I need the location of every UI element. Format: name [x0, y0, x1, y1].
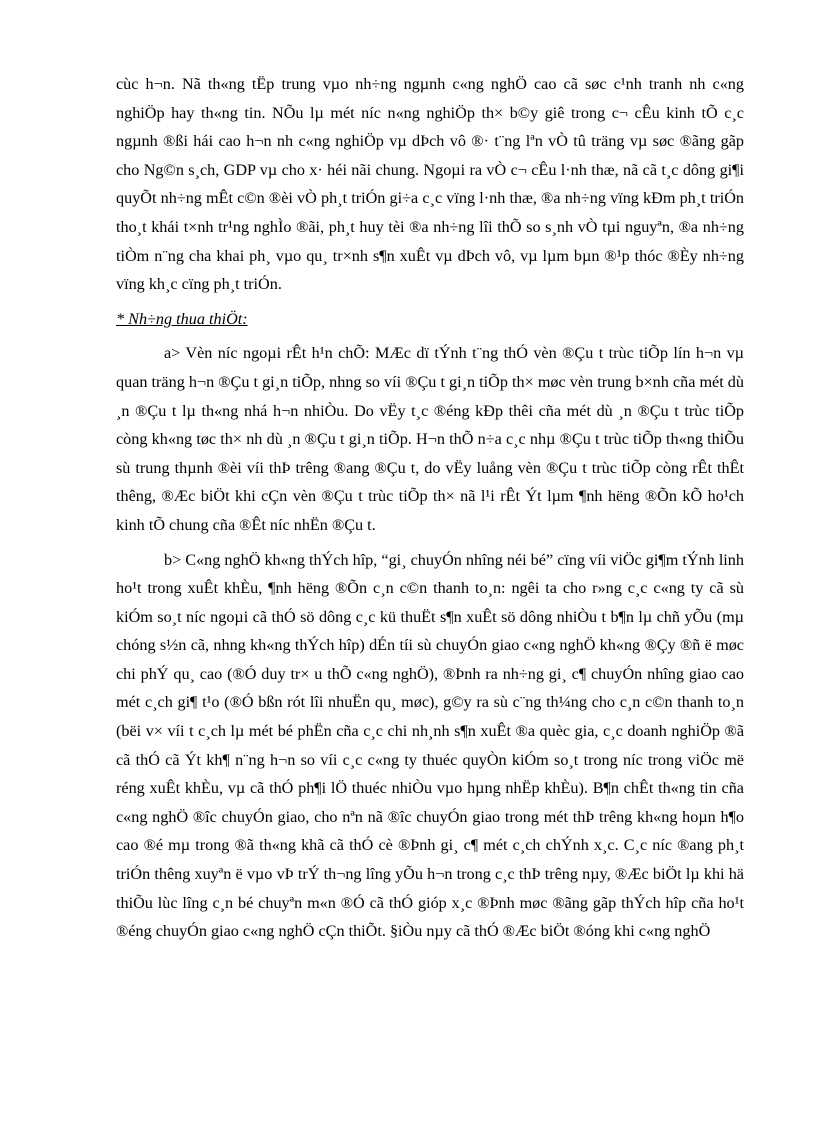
section-heading: * Nh÷ng thua thiÖt: [116, 309, 248, 328]
paragraph-body-1: cùc h¬n. Nã th«ng tËp trung vµo nh÷ng ngµnh c«ng nghÖ cao cã søc c¹nh tranh nh c«ng nghiÖp hay th«ng tin. NÕu lµ mét níc n«ng nghiÖp th× b©y giê trong c¬ cÊu kinh tÕ c¸c ngµnh ®ßi hái cao h¬n nh c«ng nghiÖp vµ dÞch vô ®· t¨ng lªn vÒ tû träng vµ søc ®ãng gãp cho Ng©n s¸ch, GDP vµ cho x· héi nãi chung. Ngoµi ra vÒ c¬ cÊu l·nh thæ, nã cã t¸c dông gi¶i quyÕt nh÷ng mÊt c©n ®èi vÒ ph¸t triÓn gi÷a c¸c vïng l·nh thæ, ®a nh÷ng vïng kÐm ph¸t triÓn tho¸t khái t×nh tr¹ng nghÌo ®ãi, ph¸t huy tèi ®a nh÷ng lîi thÕ so s¸nh vÒ tµi nguyªn, ®a nh÷ng tiÒm n¨ng cha khai ph¸ vµo qu¸ tr×nh s¶n xuÊt vµ dÞch vô, vµ lµm bµn ®¹p thóc ®Èy nh÷ng vïng kh¸c cïng ph¸t triÓn. [116, 75, 744, 294]
paragraph-body-3: b> C«ng nghÖ kh«ng thÝch hîp, “gi¸ chuyÓn nhîng néi bé” cïng víi viÖc gi¶m tÝnh linh ho¹t trong xuÊt khÈu, ¶nh hëng ®Õn c¸n c©n thanh to¸n: ngêi ta cho r»ng c¸c c«ng ty cã sù kiÓm so¸t níc ngoµi cã thÓ sö dông c¸c kü thuËt s¶n xuÊt sö dông nhiÒu t b¶n lµ chñ yÕu (mµ chóng s½n cã, nhng kh«ng thÝch hîp) dÉn tíi sù chuyÓn giao c«ng nghÖ kh«ng ®Çy ®ñ ë møc chi phÝ qu¸ cao (®Ó duy tr× u thÕ c«ng nghÖ), ®Þnh ra nh÷ng gi¸ c¶ chuyÓn nhîng giao cao mét c¸ch gi¶ t¹o (®Ó bßn rót lîi nhuËn qu¸ møc), g©y ra sù c¨ng th¼ng cho c¸n c©n thanh to¸n (bëi v× víi t c¸ch lµ mét bé phËn cña c¸c chi nh¸nh s¶n xuÊt ®a quèc gia, c¸c doanh nghiÖp ®ã cã thÓ cã Ýt kh¶ n¨ng h¬n so víi c¸c c«ng ty thuéc quyÒn kiÓm so¸t trong níc trong viÖc më réng xuÊt khÈu, vµ cã thÓ ph¶i lÖ thuéc nhiÒu vµo hµng nhËp khÈu). B¶n chÊt th«ng tin cña c«ng nghÖ ®îc chuyÓn giao, cho nªn nã ®îc chuyÓn giao trong mét thÞ trêng kh«ng hoµn h¶o cao ®é mµ trong ®ã th«ng khã cã thÓ cè ®Þnh gi¸ c¶ mét c¸ch chÝnh x¸c. C¸c níc ®ang ph¸t triÓn thêng xuyªn ë vµo vÞ trÝ th¬ng lîng yÕu h¬n trong c¸c thÞ trêng nµy, ®Æc biÖt lµ khi hä thiÕu lùc lîng c¸n bé chuyªn m«n ®Ó cã thÓ gióp x¸c ®Þnh møc ®ãng gãp thÝch hîp cña ho¹t ®éng chuyÓn giao c«ng nghÖ cÇn thiÕt. §iÒu nµy cã thÓ ®Æc biÖt ®óng khi c«ng nghÖ [116, 550, 744, 941]
paragraph-body-2: a> Vèn níc ngoµi rÊt h¹n chÕ: MÆc dï tÝnh t¨ng thÓ vèn ®Çu t trùc tiÕp lín h¬n vµ quan träng h¬n ®Çu t gi¸n tiÕp, nhng so víi ®Çu t gi¸n tiÕp th× møc vèn trung b×nh cña mét dù ¸n ®Çu t lµ th«ng nhá h¬n nhiÒu. Do vËy t¸c ®éng kÐp thêi cña mét dù ¸n ®Çu t trùc tiÕp còng kh«ng tøc th× nh dù ¸n ®Çu t gi¸n tiÕp. H¬n thÕ n÷a c¸c nhµ ®Çu t trùc tiÕp th«ng thiÕu sù trung thµnh ®èi víi thÞ trêng ®ang ®Çu t, do vËy luång vèn ®Çu t trùc tiÕp còng rÊt thÊt thêng, ®Æc biÖt khi cÇn vèn ®Çu t trùc tiÕp th× nã l¹i rÊt Ýt lµm ¶nh hëng ®Õn kÕ ho¹ch kinh tÕ chung cña ®Êt níc nhËn ®Çu t. [116, 344, 744, 534]
